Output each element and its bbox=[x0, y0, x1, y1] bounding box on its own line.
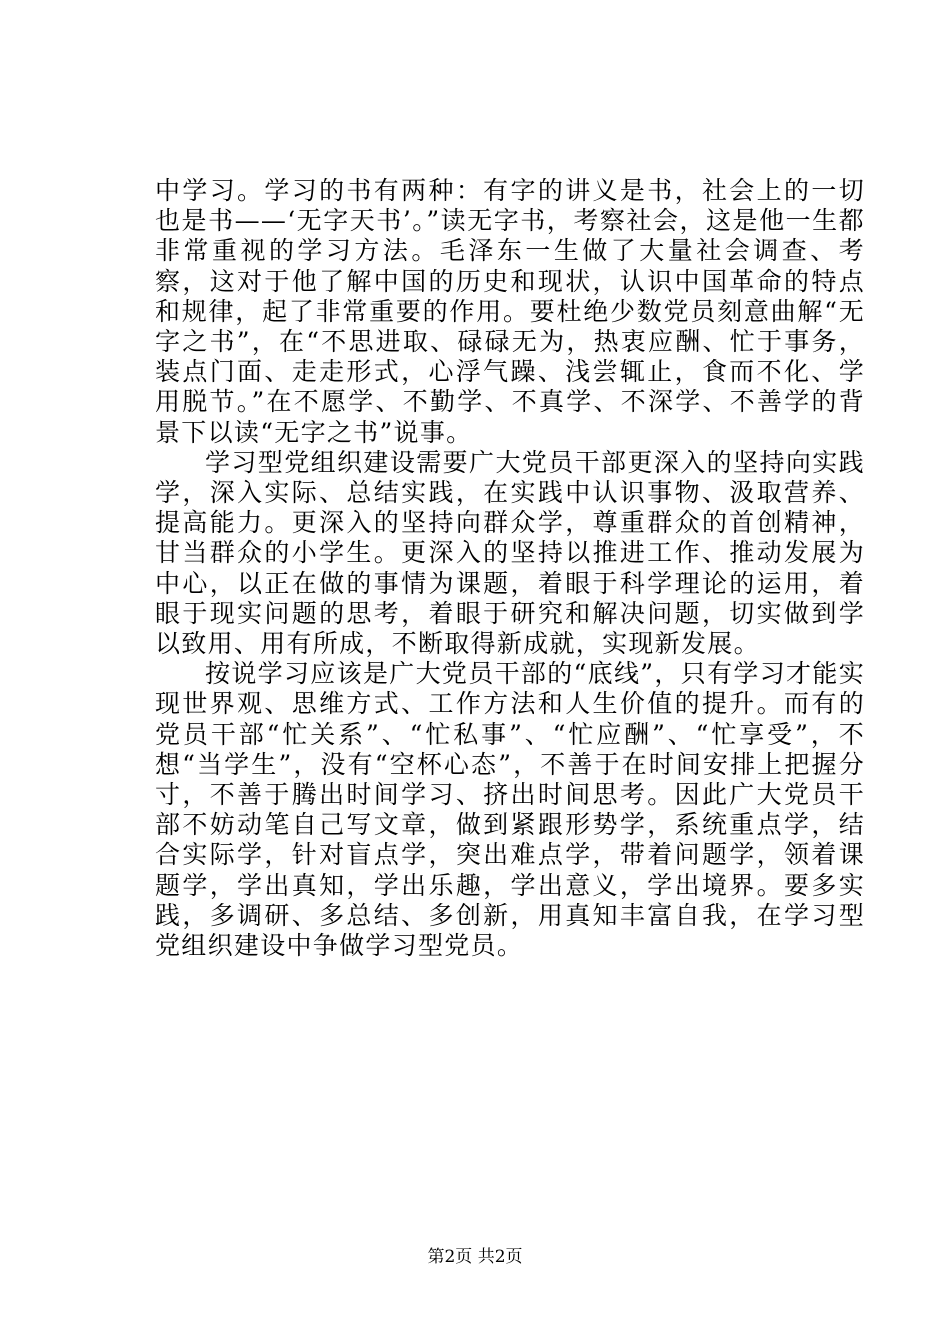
document-body bbox=[155, 176, 865, 961]
paragraph: 学习型党组织建设需要广大党员干部更深入的坚持向实践学，深入实际、总结实践，在实践中认识事物、汲取营养、提高能力。更深入的坚持向群众学，尊重群众的首创精神，甘当群众的小学生。更深入的坚持以推进工作、推动发展为中心，以正在做的事情为课题，着眼于科学理论的运用，着眼于现实问题的思考，着眼于研究和解决问题，切实做到学以致用、用有所成，不断取得新成就，实现新发展。 bbox=[155, 447, 865, 659]
paragraph-continued: 中学习。学习的书有两种：有字的讲义是书，社会上的一切也是书——‘无字天书’。”读无字书，考察社会，这是他一生都非常重视的学习方法。毛泽东一生做了大量社会调查、考察，这对于他了解中国的历史和现状，认识中国革命的特点和规律，起了非常重要的作用。要杜绝少数党员刻意曲解“无字之书”，在“不思进取、碌碌无为，热衷应酬、忙于事务，装点门面、走走形式，心浮气躁、浅尝辄止，食而不化、学用脱节。”在不愿学、不勤学、不真学、不深学、不善学的背景下以读“无字之书”说事。 bbox=[155, 176, 865, 447]
page-number-label: 第2页 共2页 bbox=[427, 1247, 523, 1267]
page-footer bbox=[0, 1242, 950, 1267]
paragraph: 按说学习应该是广大党员干部的“底线”，只有学习才能实现世界观、思维方式、工作方法和人生价值的提升。而有的党员干部“忙关系”、“忙私事”、“忙应酬”、“忙享受”，不想“当学生”，没有“空杯心态”，不善于在时间安排上把握分寸，不善于腾出时间学习、挤出时间思考。因此广大党员干部不妨动笔自己写文章，做到紧跟形势学，系统重点学，结合实际学，针对盲点学，突出难点学，带着问题学，领着课题学，学出真知，学出乐趣，学出意义，学出境界。要多实践，多调研、多总结、多创新，用真知丰富自我，在学习型党组织建设中争做学习型党员。 bbox=[155, 659, 865, 961]
